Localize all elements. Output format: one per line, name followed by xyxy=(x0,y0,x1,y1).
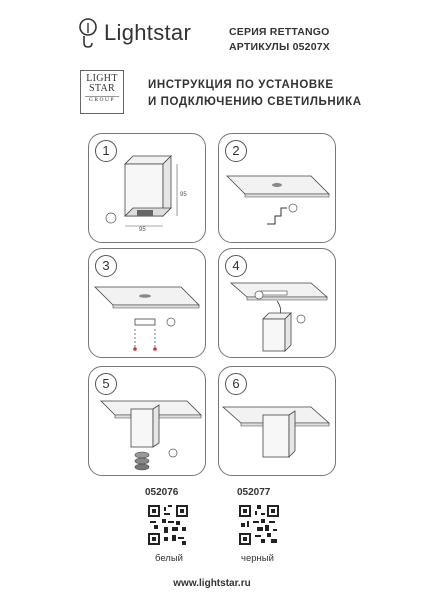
product-article-black: 052077 xyxy=(237,487,271,498)
instruction-title-line2: И ПОДКЛЮЧЕНИЮ СВЕТИЛЬНИКА xyxy=(148,96,362,108)
step-2-number: 2 xyxy=(225,140,247,162)
website-link[interactable]: www.lightstar.ru xyxy=(173,578,251,589)
step-1-panel xyxy=(88,133,206,243)
qr-code-white[interactable] xyxy=(148,505,188,545)
product-color-white: белый xyxy=(155,553,183,564)
dimension-height-label: 95 xyxy=(180,192,187,198)
step-6-panel xyxy=(218,366,336,476)
qr-code-icon xyxy=(148,505,188,545)
step-5-panel xyxy=(88,366,206,476)
step-2-panel xyxy=(218,133,336,243)
step-3-number: 3 xyxy=(95,255,117,277)
step-5-number: 5 xyxy=(95,373,117,395)
lightstar-logo xyxy=(76,16,100,50)
step-3-panel xyxy=(88,248,206,358)
series-label: СЕРИЯ RETTANGO xyxy=(229,26,330,38)
dimension-width-label: 95 xyxy=(139,227,146,233)
step-4-panel xyxy=(218,248,336,358)
step-6-number: 6 xyxy=(225,373,247,395)
brand-name: Lightstar xyxy=(104,20,192,45)
product-article-white: 052076 xyxy=(145,487,179,498)
group-logo-line1: LIGHT xyxy=(86,73,118,84)
qr-code-black[interactable] xyxy=(239,505,279,545)
group-logo-line2: STAR xyxy=(89,83,115,94)
step-4-number: 4 xyxy=(225,255,247,277)
step-1-number: 1 xyxy=(95,140,117,162)
product-color-black: черный xyxy=(241,553,274,564)
group-logo-line3: GROUP xyxy=(85,96,119,104)
instruction-title-line1: ИНСТРУКЦИЯ ПО УСТАНОВКЕ xyxy=(148,79,334,91)
lightbulb-icon xyxy=(76,16,100,50)
light-star-group-logo xyxy=(80,70,124,114)
qr-code-icon xyxy=(239,505,279,545)
articles-label: АРТИКУЛЫ 05207X xyxy=(229,41,330,53)
